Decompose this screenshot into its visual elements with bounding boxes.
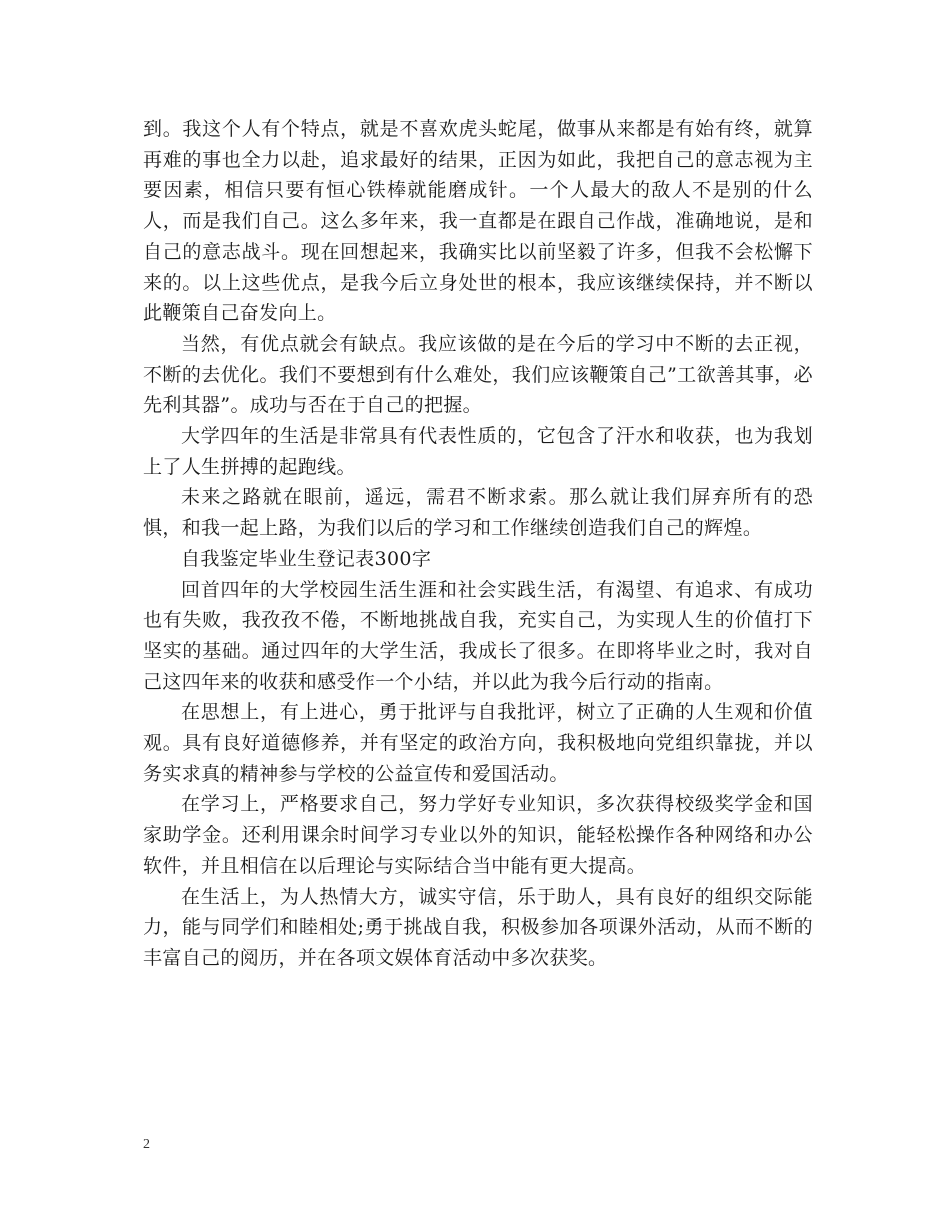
- paragraph-continuation: 到。我这个人有个特点，就是不喜欢虎头蛇尾，做事从来都是有始有终，就算再难的事也全力以赴，追求最好的结果，正因为如此，我把自己的意志视为主要因素，相信只要有恒心铁棒就能磨成针。一个人最大的敌人不是别的什么人，而是我们自己。这么多年来，我一直都是在跟自己作战，准确地说，是和自己的意志战斗。现在回想起来，我确实比以前坚毅了许多，但我不会松懈下来的。以上这些优点，是我今后立身处世的根本，我应该继续保持，并不断以此鞭策自己奋发向上。: [143, 118, 813, 325]
- paragraph-four-years: 大学四年的生活是非常具有代表性质的，它包含了汗水和收获，也为我划上了人生拼搏的起跑线。: [143, 425, 813, 478]
- paragraph-life: 在生活上，为人热情大方，诚实守信，乐于助人，具有良好的组织交际能力，能与同学们和睦相处;勇于挑战自我，积极参加各项课外活动，从而不断的丰富自己的阅历，并在各项文娱体育活动中多次获奖。: [143, 885, 813, 969]
- paragraph-shortcomings: 当然，有优点就会有缺点。我应该做的是在今后的学习中不断的去正视，不断的去优化。我们不要想到有什么难处，我们应该鞭策自己”工欲善其事，必先利其器”。成功与否在于自己的把握。: [143, 332, 813, 417]
- body-text: [143, 114, 813, 974]
- section-heading: 自我鉴定毕业生登记表300字: [181, 547, 432, 570]
- paragraph-thought: 在思想上，有上进心，勇于批评与自我批评，树立了正确的人生观和价值观。具有良好道德修养，并有坚定的政治方向，我积极地向党组织靠拢，并以务实求真的精神参与学校的公益宣传和爱国活动。: [143, 701, 813, 785]
- paragraph-future: 未来之路就在眼前，遥远，需君不断求索。那么就让我们屏弃所有的恐惧，和我一起上路，为我们以后的学习和工作继续创造我们自己的辉煌。: [143, 486, 813, 540]
- paragraph-study: 在学习上，严格要求自己，努力学好专业知识，多次获得校级奖学金和国家助学金。还利用课余时间学习专业以外的知识，能轻松操作各种网络和办公软件，并且相信在以后理论与实际结合当中能有更大提高。: [143, 793, 813, 877]
- paragraph-review: 回首四年的大学校园生活生涯和社会实践生活，有渴望、有追求、有成功也有失败，我孜孜不倦，不断地挑战自我，充实自己，为实现人生的价值打下坚实的基础。通过四年的大学生活，我成长了很多。在即将毕业之时，我对自己这四年来的收获和感受作一个小结，并以此为我今后行动的指南。: [143, 578, 813, 693]
- page-number: 2: [143, 1137, 150, 1152]
